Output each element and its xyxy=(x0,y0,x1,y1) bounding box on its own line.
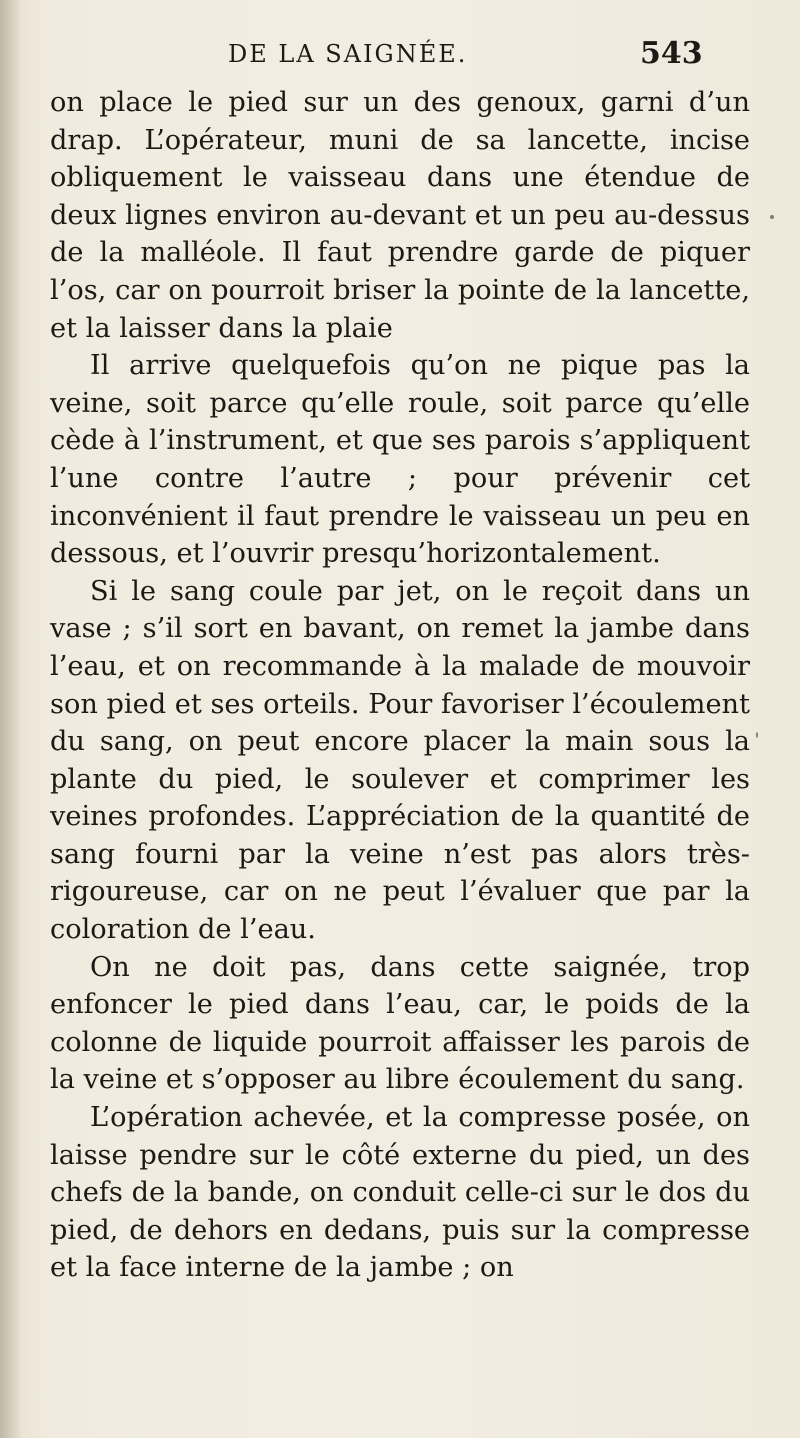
ink-speck xyxy=(770,215,774,219)
ink-speck xyxy=(756,732,758,738)
paragraph-2: Il arrive quelquefois qu’on ne pique pas la veine, soit parce qu’elle roule, soit parce qu’elle cède à l’instrument, et que ses parois s’appliquent l’une contre l’autre ; pour prévenir cet inconvénient il faut prendre le vaisseau un peu en dessous, et l’ouvrir presqu’horizontalement. xyxy=(50,350,750,570)
paragraph-4: On ne doit pas, dans cette saignée, trop enfoncer le pied dans l’eau, car, le poids de la colonne de liquide pourroit affaisser les parois de la veine et s’opposer au libre écoulement du sang. xyxy=(50,951,750,1096)
running-head: DE LA SAIGNÉE. xyxy=(228,40,468,68)
gutter-shadow xyxy=(0,0,22,1438)
body-text xyxy=(50,84,750,1287)
paragraph-1: on place le pied sur un des genoux, garni d’un drap. L’opérateur, muni de sa lancette, incise obliquement le vaisseau dans une étendue de deux lignes environ au-devant et un peu au-dessus de la malléole. Il faut prendre garde de piquer l’os, car on pourroit briser la pointe de la lancette, et la laisser dans la plaie xyxy=(50,87,750,344)
paragraph-3: Si le sang coule par jet, on le reçoit dans un vase ; s’il sort en bavant, on remet la jambe dans l’eau, et on recommande à la malade de mouvoir son pied et ses orteils. Pour favoriser l’écoulement du sang, on peut encore placer la main sous la plante du pied, le soulever et comprimer les veines profondes. L’appréciation de la quantité de sang fourni par la veine n’est pas alors très-rigoureuse, car on ne peut l’évaluer que par la coloration de l’eau. xyxy=(50,575,750,946)
page-header xyxy=(0,36,800,80)
page-number: 543 xyxy=(640,36,703,71)
paragraph-5: L’opération achevée, et la compresse posée, on laisse pendre sur le côté externe du pied, un des chefs de la bande, on conduit celle-ci sur le dos du pied, de dehors en dedans, puis sur la compresse et la face interne de la jambe ; on xyxy=(50,1102,750,1284)
